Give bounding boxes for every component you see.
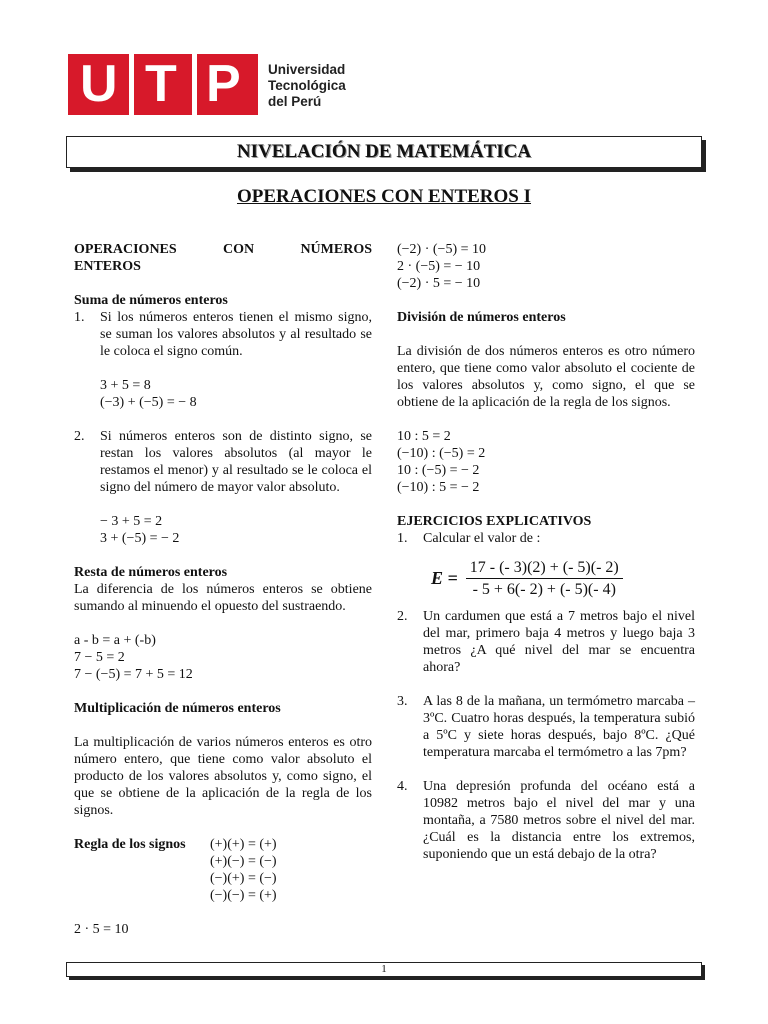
heading-word: NÚMEROS — [300, 242, 372, 257]
sign-rule: (−)(+) = (−) — [210, 871, 277, 886]
item-number: 2. — [74, 429, 85, 444]
example-line: (−10) : (−5) = 2 — [397, 446, 486, 461]
list-item — [74, 428, 372, 547]
resta-text: La diferencia de los números enteros se obtiene sumando al minuendo el opuesto del sustraendo. — [74, 582, 372, 614]
left-column — [74, 241, 372, 938]
exercise-item — [397, 778, 695, 863]
example-line: 10 : (−5) = − 2 — [397, 463, 480, 478]
item-number: 1. — [397, 531, 408, 546]
div-text: La división de dos números enteros es otro número entero, que tiene como valor absoluto el cociente de los valores absolutos y, como signo, el que se obtiene de la aplicación de la regla de los signos. — [397, 344, 695, 410]
sign-rules-label: Regla de los signos — [74, 837, 186, 852]
example-line: 7 − (−5) = 7 + 5 = 12 — [74, 667, 193, 682]
sign-rule: (−)(−) = (+) — [210, 888, 277, 903]
institution-name — [268, 62, 346, 110]
fraction-label: E = — [431, 568, 458, 588]
exercises-title: EJERCICIOS EXPLICATIVOS — [397, 514, 592, 529]
logo-separator — [129, 54, 134, 115]
exercise-item — [397, 608, 695, 693]
example-line: (−2) · 5 = − 10 — [397, 276, 481, 291]
item-text: Si números enteros son de distinto signo, se restan los valores absolutos (al mayor le restamos el menor) y al resultado se le coloca el signo del número de mayor valor absoluto. — [100, 429, 372, 495]
example-line: (−10) : 5 = − 2 — [397, 480, 480, 495]
resta-title: Resta de números enteros — [74, 565, 228, 580]
item-number: 3. — [397, 694, 408, 709]
institution-line: del Perú — [268, 94, 322, 109]
example-line: (−3) + (−5) = − 8 — [100, 395, 197, 410]
title-box — [66, 136, 702, 168]
example-line: 3 + 5 = 8 — [100, 378, 151, 393]
fraction-denominator: - 5 + 6(- 2) + (- 5)(- 4) — [472, 581, 616, 598]
logo-letter-u: U — [80, 55, 118, 113]
logo-separator — [192, 54, 197, 115]
logo-letter-p: P — [206, 55, 241, 113]
heading-word: OPERACIONES — [74, 242, 177, 257]
example-line: 3 + (−5) = − 2 — [100, 531, 180, 546]
div-title: División de números enteros — [397, 310, 566, 325]
mult-text: La multiplicación de varios números enteros es otro número entero, que tiene como valor absoluto el producto de los valores absolutos y, como signo, el que se obtiene de la aplicación de la regla de los signos. — [74, 735, 372, 818]
fraction-numerator: 17 - (- 3)(2) + (- 5)(- 2) — [466, 559, 623, 579]
sign-rules — [74, 836, 372, 904]
right-column — [397, 241, 695, 863]
example-line: a - b = a + (-b) — [74, 633, 156, 648]
sign-rule: (+)(−) = (−) — [210, 854, 277, 869]
section-heading-cont: ENTEROS — [74, 259, 141, 274]
example-line: 10 : 5 = 2 — [397, 429, 451, 444]
item-number: 4. — [397, 779, 408, 794]
item-text: A las 8 de la mañana, un termómetro marcaba – 3ºC. Cuatro horas después, la temperatura subió a 5ºC y siete horas después, bajo 8ºC. ¿Qué temperatura marcaba el termómetro a las 7pm? — [423, 694, 695, 760]
footer-box — [66, 962, 702, 977]
exercise-item — [397, 530, 695, 547]
suma-title: Suma de números enteros — [74, 293, 228, 308]
page-title: NIVELACIÓN DE MATEMÁTICA — [236, 141, 532, 162]
exercise-item — [397, 693, 695, 778]
fraction-expression — [431, 559, 695, 598]
example-line: − 3 + 5 = 2 — [100, 514, 163, 529]
item-number: 1. — [74, 310, 85, 325]
item-text: Calcular el valor de : — [423, 531, 541, 546]
heading-word: CON — [223, 242, 255, 257]
institution-line: Tecnológica — [268, 78, 346, 93]
sign-rule: (+)(+) = (+) — [210, 837, 277, 852]
example-line: 2 · (−5) = − 10 — [397, 259, 481, 274]
institution-line: Universidad — [268, 62, 346, 77]
section-heading — [74, 241, 372, 258]
mult-title: Multiplicación de números enteros — [74, 701, 281, 716]
example-line: 2 · 5 = 10 — [74, 922, 129, 937]
example-line: 7 − 5 = 2 — [74, 650, 125, 665]
list-item — [74, 309, 372, 428]
example-line: (−2) · (−5) = 10 — [397, 242, 486, 257]
item-text: Un cardumen que está a 7 metros bajo el nivel del mar, primero baja 4 metros y luego baja 3 metros ¿A qué nivel del mar se encuentra ahora? — [423, 609, 695, 675]
item-text: Una depresión profunda del océano está a 10982 metros bajo el nivel del mar y una montaña, a 7580 metros sobre el nivel del mar. ¿Cuál es la distancia entre los extremos, suponiendo que un está debajo de la otra? — [423, 779, 695, 862]
utp-logo — [68, 54, 258, 115]
page-subtitle: OPERACIONES CON ENTEROS I — [236, 186, 532, 207]
logo-letter-t: T — [145, 55, 177, 113]
page-number: 1 — [381, 963, 387, 975]
item-text: Si los números enteros tienen el mismo signo, se suman los valores absolutos y al resultado se le coloca el signo común. — [100, 310, 372, 359]
item-number: 2. — [397, 609, 408, 624]
